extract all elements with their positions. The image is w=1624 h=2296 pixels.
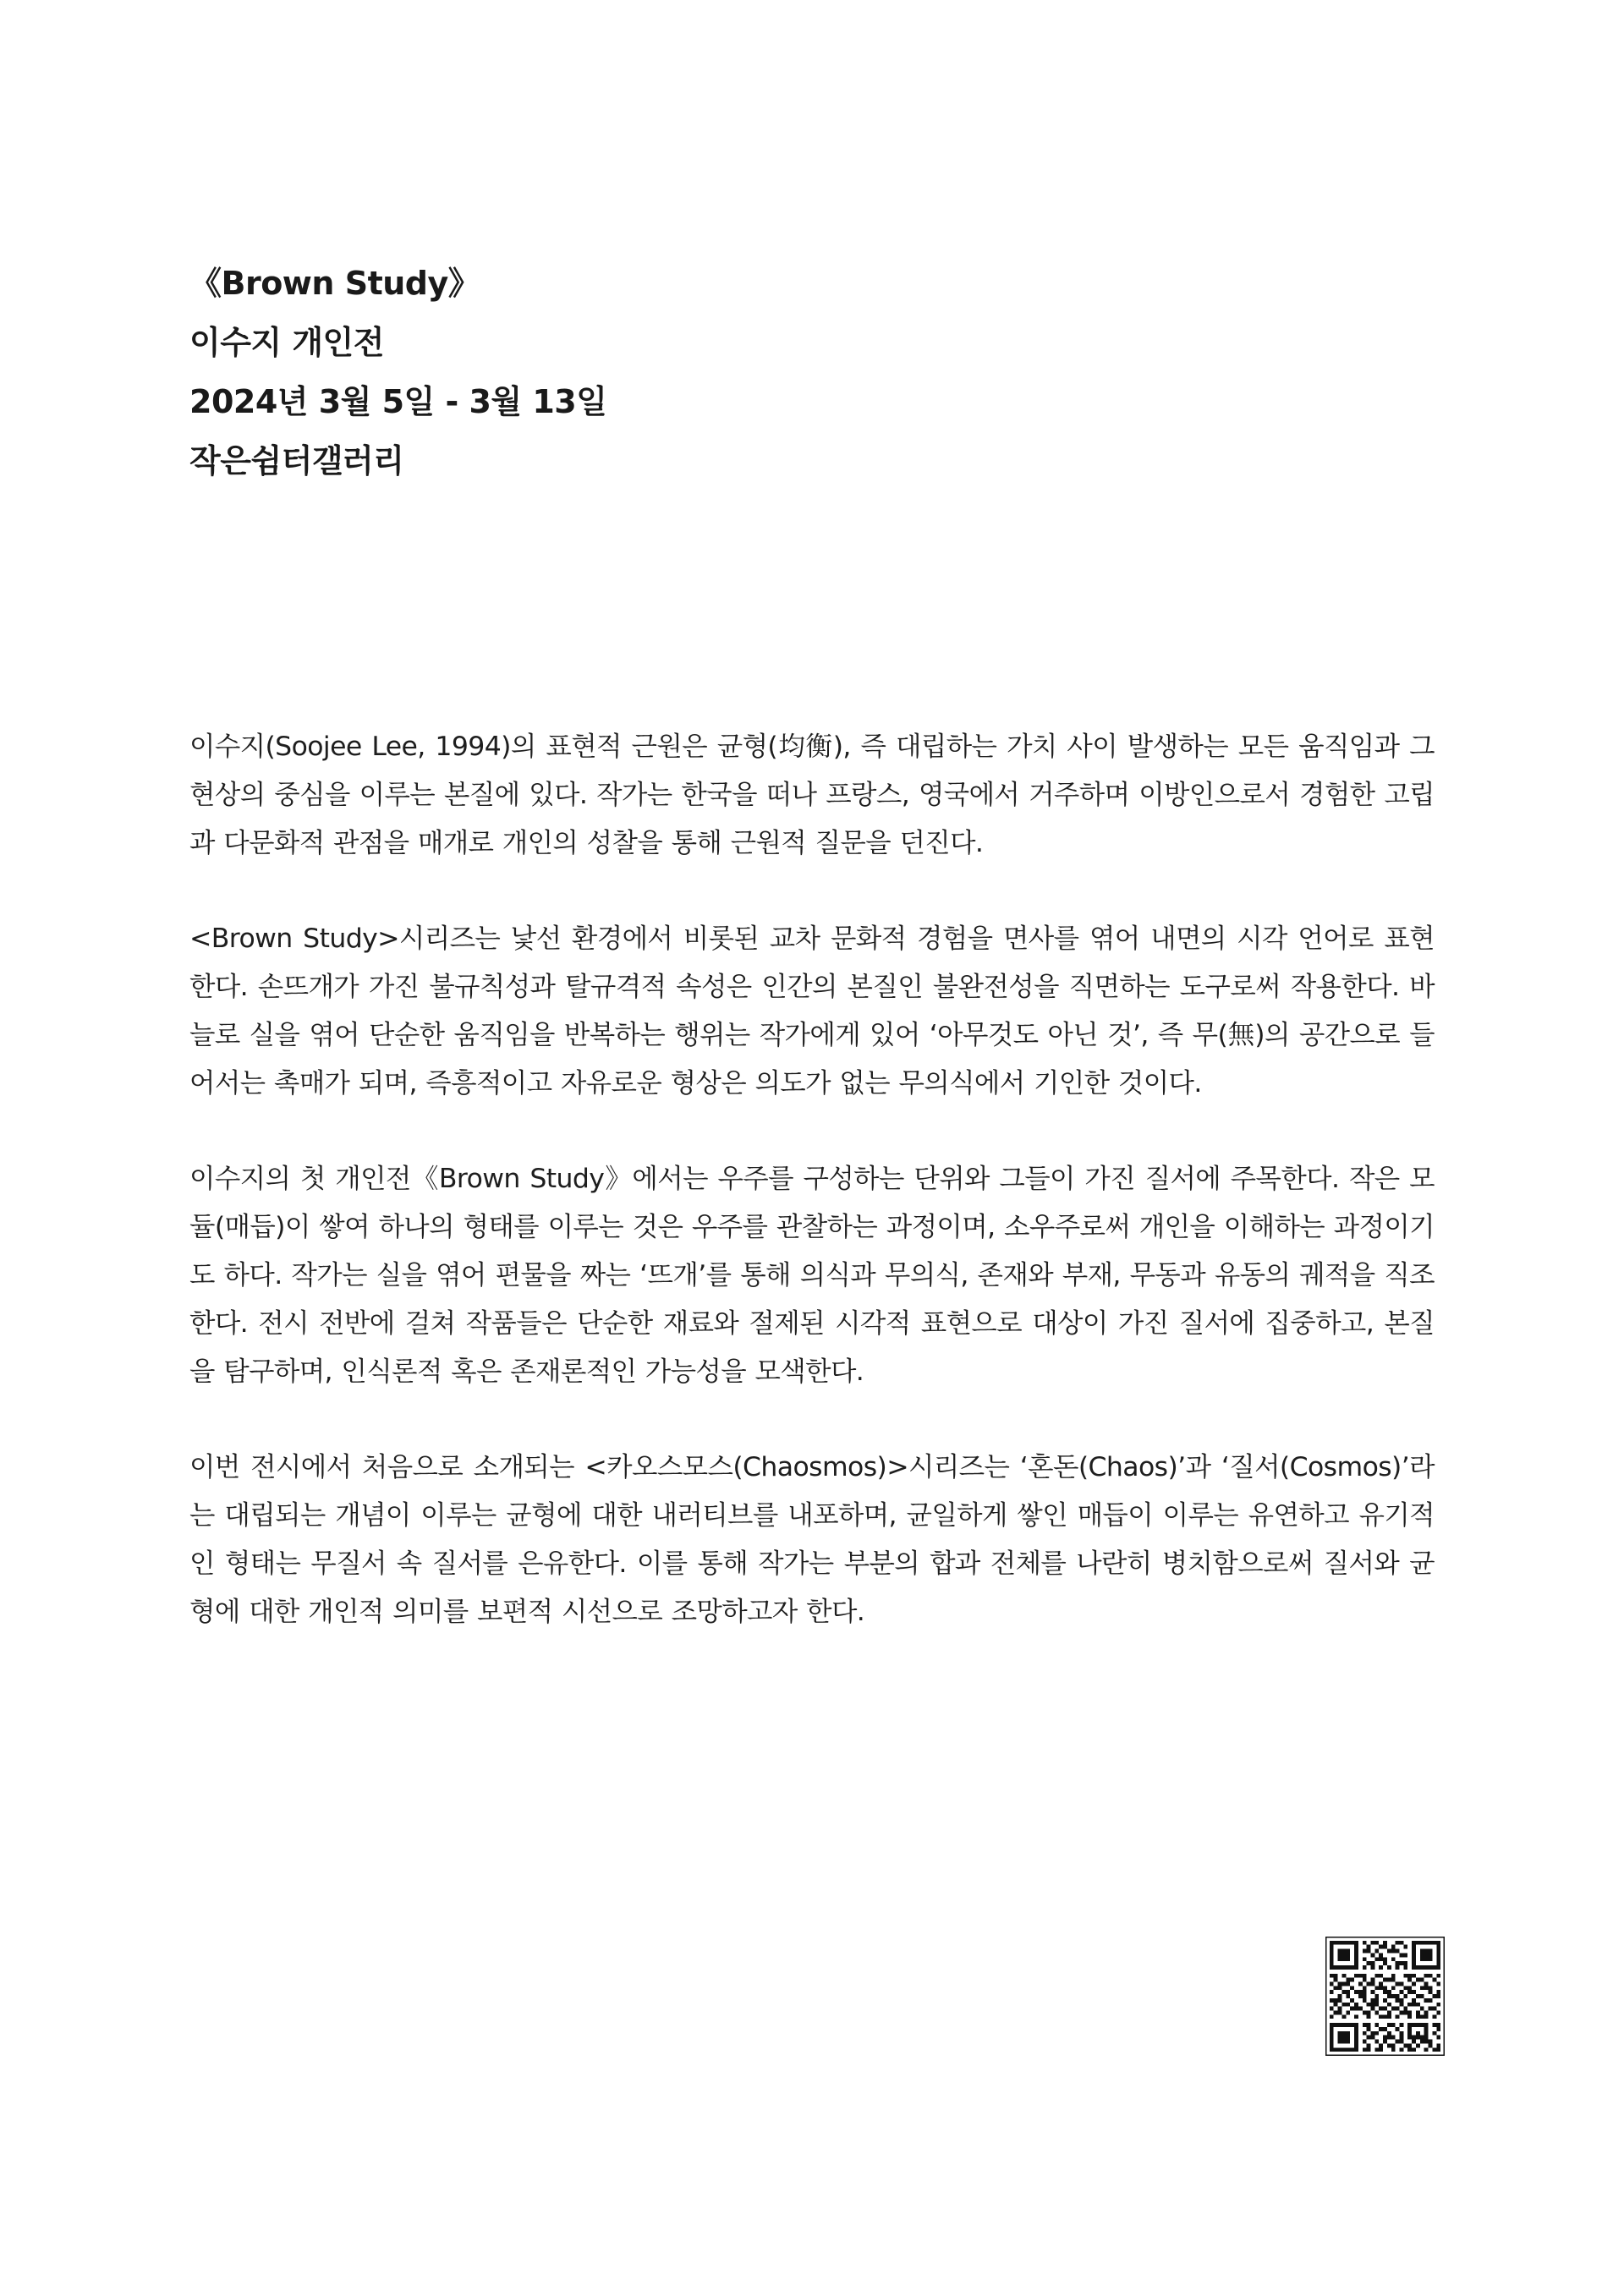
exhibition-venue: 작은쉼터갤러리 xyxy=(189,442,404,479)
exhibition-text xyxy=(189,723,1435,1684)
paragraph-3: 이수지의 첫 개인전《Brown Study》에서는 우주를 구성하는 단위와 그들이 가진 질서에 주목한다. 작은 모듈(매듭)이 쌓여 하나의 형태를 이루는 것은 우주를 관찰하는 과정이며, 소우주로써 개인을 이해하는 과정이기도 하다. 작가는 실을 엮어 편물을 짜는 ‘뜨개’를 통해 의식과 무의식, 존재와 부재, 무동과 유동의 궤적을 직조한다. 전시 전반에 걸쳐 작품들은 단순한 재료와 절제된 시각적 표현으로 대상이 가진 질서에 집중하고, 본질을 탐구하며, 인식론적 혹은 존재론적인 가능성을 모색한다. xyxy=(189,1164,1435,1387)
exhibition-title: 《Brown Study》 xyxy=(189,265,480,302)
qr-code-icon[interactable] xyxy=(1325,1937,1445,2056)
exhibition-header xyxy=(189,254,1374,490)
paragraph-4: 이번 전시에서 처음으로 소개되는 <카오스모스(Chaosmos)>시리즈는 ‘혼돈(Chaos)’과 ‘질서(Cosmos)’라는 대립되는 개념이 이루는 균형에 대한 내러티브를 내포하며, 균일하게 쌓인 매듭이 이루는 유연하고 유기적인 형태는 무질서 속 질서를 은유한다. 이를 통해 작가는 부분의 합과 전체를 나란히 병치함으로써 질서와 균형에 대한 개인적 의미를 보편적 시선으로 조망하고자 한다. xyxy=(189,1452,1435,1627)
exhibition-dates: 2024년 3월 5일 - 3월 13일 xyxy=(189,383,607,420)
exhibition-subtitle: 이수지 개인전 xyxy=(189,324,384,361)
paragraph-1: 이수지(Soojee Lee, 1994)의 표현적 근원은 균형(均衡), 즉 대립하는 가치 사이 발생하는 모든 움직임과 그 현상의 중심을 이루는 본질에 있다. 작가는 한국을 떠나 프랑스, 영국에서 거주하며 이방인으로서 경험한 고립과 다문화적 관점을 매개로 개인의 성찰을 통해 근원적 질문을 던진다. xyxy=(189,732,1435,858)
paragraph-2: <Brown Study>시리즈는 낯선 환경에서 비롯된 교차 문화적 경험을 면사를 엮어 내면의 시각 언어로 표현한다. 손뜨개가 가진 불규칙성과 탈규격적 속성은 인간의 본질인 불완전성을 직면하는 도구로써 작용한다. 바늘로 실을 엮어 단순한 움직임을 반복하는 행위는 작가에게 있어 ‘아무것도 아닌 것’, 즉 무(無)의 공간으로 들어서는 촉매가 되며, 즉흥적이고 자유로운 형상은 의도가 없는 무의식에서 기인한 것이다. xyxy=(189,923,1435,1099)
